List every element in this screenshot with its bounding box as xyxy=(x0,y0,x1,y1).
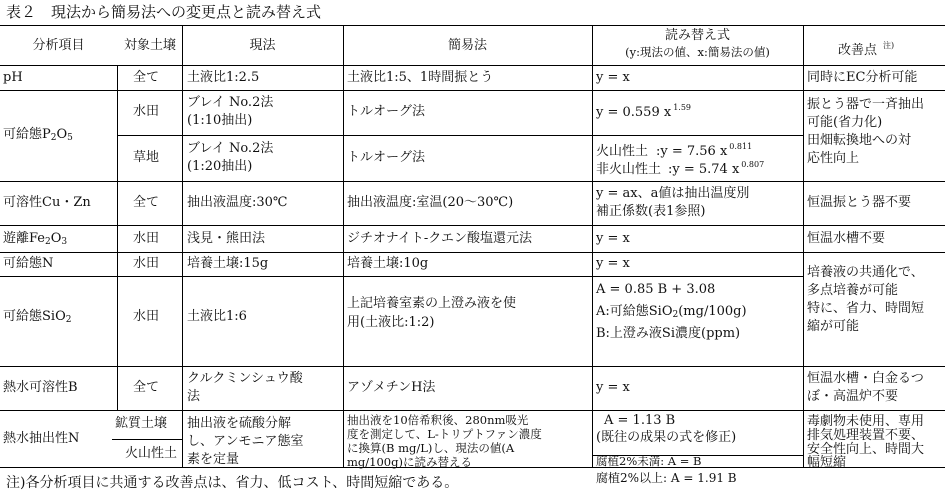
p2o5-improve1: 振とう器で一斉抽出 xyxy=(807,97,925,112)
cuzn-soil: 全て xyxy=(133,195,160,210)
sio2-simple2: 用(土液比:1:2) xyxy=(347,315,435,330)
p2o5-grass-soil: 草地 xyxy=(133,150,160,165)
p2o5-paddy-current1: ブレイ No.2法 xyxy=(187,95,274,110)
sio2-current: 土液比1:6 xyxy=(187,309,247,324)
header-item: 分析項目 xyxy=(32,38,85,53)
hn-formula1: A = 1.13 B xyxy=(604,413,676,428)
hn-soil1: 鉱質土壌 xyxy=(115,416,168,431)
fe-item xyxy=(3,230,67,247)
fe-item-a: 遊離Fe xyxy=(3,231,46,246)
p2o5-improve2: 可能(省力化) xyxy=(807,115,883,130)
b-item: 熱水可溶性B xyxy=(3,380,78,395)
n-formula: y = x xyxy=(596,256,630,271)
p2o5-grass-label2: 非火山性土 xyxy=(596,162,662,177)
header-simple: 簡易法 xyxy=(447,38,487,53)
p2o5-paddy-soil: 水田 xyxy=(133,104,160,119)
p2o5-grass-formula1 xyxy=(596,143,752,160)
ph-improve: 同時にEC分析可能 xyxy=(807,70,918,85)
p2o5-grass-formula2-text: :y = 5.74 x xyxy=(668,162,740,177)
rule-col xyxy=(117,65,118,411)
hn-improve2: 排気処理装置不要、 xyxy=(807,428,925,443)
cuzn-improve: 恒温振とう器不要 xyxy=(807,195,912,210)
hn-item: 熱水抽出性N xyxy=(3,431,80,446)
rule-col xyxy=(803,25,804,467)
b-soil: 全て xyxy=(133,380,160,395)
sio2-formula2 xyxy=(596,303,747,320)
hn-simple3: に換算(B mg/L)し、現法の値(A xyxy=(347,441,515,455)
hn-current1: 抽出液を硫酸分解 xyxy=(187,416,292,431)
b-improve2: ぼ・高温炉不要 xyxy=(807,389,899,404)
hn-formula3: 腐植2%未満: A = B xyxy=(596,454,702,468)
p2o5-paddy-formula xyxy=(596,104,691,121)
hn-simple1: 抽出液を10倍希釈後、280nm吸光 xyxy=(347,413,529,427)
hn-simple4: mg/100g)に読み替える xyxy=(347,455,472,469)
rule-row xyxy=(117,135,803,136)
p2o5-item-b: O xyxy=(56,127,68,142)
rule-bottom xyxy=(0,467,945,468)
ph-item: pH xyxy=(3,70,23,85)
fe-formula: y = x xyxy=(596,231,630,246)
header-formula: 読み替え式 xyxy=(664,28,730,43)
footnote: 注)各分析項目に共通する改善点は、省力、低コスト、時間短縮である。 xyxy=(6,475,459,491)
hn-simple2: 度を測定して、L-トリプトファン濃度 xyxy=(347,427,542,441)
fe-item-sub1: 2 xyxy=(45,237,51,247)
p2o5-item xyxy=(3,126,73,143)
cuzn-formula2: 補正係数(表1参照) xyxy=(596,204,706,219)
hn-formula2: (既往の成果の式を修正) xyxy=(596,430,737,445)
p2o5-paddy-current2: (1:10抽出) xyxy=(187,113,253,128)
ph-soil: 全て xyxy=(133,70,160,85)
p2o5-item-a: 可給態P xyxy=(3,127,51,142)
p2o5-item-sub1: 2 xyxy=(50,133,57,143)
p2o5-paddy-exp: 1.59 xyxy=(673,103,691,112)
cuzn-simple: 抽出液温度:室温(20～30℃) xyxy=(347,195,514,210)
p2o5-grass-exp2: 0.807 xyxy=(741,160,765,169)
n-item: 可給態N xyxy=(3,256,54,271)
header-current: 現法 xyxy=(249,38,276,53)
ph-simple: 土液比1:5、1時間振とう xyxy=(347,70,494,85)
b-simple: アゾメチンH法 xyxy=(347,380,436,395)
cuzn-current: 抽出液温度:30℃ xyxy=(187,195,288,210)
sio2-item-sub: 2 xyxy=(65,315,72,325)
n-current: 培養土壌:15g xyxy=(187,256,269,271)
hn-soil2: 火山性土 xyxy=(125,446,178,461)
cuzn-item: 可溶性Cu・Zn xyxy=(3,195,91,210)
ph-formula: y = x xyxy=(596,70,630,85)
b-current1: クルクミンシュウ酸 xyxy=(187,371,303,386)
sio2-item xyxy=(3,308,71,325)
p2o5-grass-formula1-text: :y = 7.56 x xyxy=(656,144,728,159)
sio2-formula2-a: A:可給態SiO xyxy=(596,304,673,319)
b-current2: 法 xyxy=(187,389,201,404)
sio2-formula1: A = 0.85 B + 3.08 xyxy=(596,282,716,297)
fe-improve: 恒温水槽不要 xyxy=(807,231,886,246)
header-improve-note: 注) xyxy=(883,41,895,50)
n-sio2-improve3: 特に、省力、時間短 xyxy=(807,301,925,316)
p2o5-grass-simple: トルオーグ法 xyxy=(347,150,426,165)
rule-col xyxy=(182,25,183,467)
header-formula-sub: (y:現法の値、x:簡易法の値) xyxy=(625,45,770,59)
table-title: 表２ 現法から簡易法への変更点と読み替え式 xyxy=(6,3,322,21)
p2o5-improve3: 田畑転換地への対 xyxy=(807,133,912,148)
hn-formula4: 腐植2%以上: A = 1.91 B xyxy=(596,471,737,485)
fe-current: 浅見・熊田法 xyxy=(187,231,266,246)
b-formula: y = x xyxy=(596,380,630,395)
p2o5-grass-formula2 xyxy=(596,161,764,178)
fe-soil: 水田 xyxy=(133,231,160,246)
n-simple: 培養土壌:10g xyxy=(347,256,429,271)
fe-item-b: O xyxy=(50,231,62,246)
p2o5-paddy-simple: トルオーグ法 xyxy=(347,104,426,119)
hn-improve4: 幅短縮 xyxy=(807,455,847,470)
sio2-formula2-b: (mg/100g) xyxy=(678,304,747,319)
rule-col xyxy=(343,25,344,467)
b-improve1: 恒温水槽・白金るつ xyxy=(807,371,924,386)
n-sio2-improve1: 培養液の共通化で、 xyxy=(807,265,924,280)
hn-current3: 素を定量 xyxy=(187,452,240,467)
rule-row xyxy=(0,276,803,277)
p2o5-grass-label1: 火山性土 xyxy=(596,144,649,159)
sio2-soil: 水田 xyxy=(133,309,160,324)
p2o5-item-sub2: 5 xyxy=(67,133,73,143)
p2o5-grass-exp1: 0.811 xyxy=(729,142,753,151)
sio2-simple1: 上記培養室素の上澄み液を使 xyxy=(347,296,517,311)
sio2-formula2-sub: 2 xyxy=(672,310,679,320)
n-sio2-improve2: 多点培養が可能 xyxy=(807,283,899,298)
p2o5-paddy-formula-text: y = 0.559 x xyxy=(596,105,672,120)
n-sio2-improve4: 縮が可能 xyxy=(807,319,860,334)
cuzn-formula1: y = ax、a値は抽出温度別 xyxy=(596,186,750,201)
hn-improve1: 毒劇物未使用、専用 xyxy=(807,414,925,429)
p2o5-grass-current2: (1:20抽出) xyxy=(187,159,253,174)
sio2-item-a: 可給態SiO xyxy=(3,309,66,324)
hn-improve3: 安全性向上、時間大 xyxy=(807,442,925,457)
fe-item-sub2: 3 xyxy=(61,237,68,247)
rule-soil-split xyxy=(112,439,182,440)
header-improve xyxy=(838,37,894,59)
conversion-table xyxy=(0,23,945,470)
ph-current: 土液比1:2.5 xyxy=(187,70,260,85)
header-improve-label: 改善点 xyxy=(838,43,878,58)
header-soil: 対象土壌 xyxy=(123,38,176,53)
p2o5-grass-current1: ブレイ No.2法 xyxy=(187,141,274,156)
n-soil: 水田 xyxy=(133,256,160,271)
sio2-formula3: B:上澄み液Si濃度(ppm) xyxy=(596,326,741,341)
fe-simple: ジチオナイト-クエン酸塩還元法 xyxy=(347,231,532,246)
rule-col xyxy=(592,25,593,467)
hn-current2: し、アンモニア態室 xyxy=(187,434,304,449)
p2o5-improve4: 応性向上 xyxy=(807,151,860,166)
